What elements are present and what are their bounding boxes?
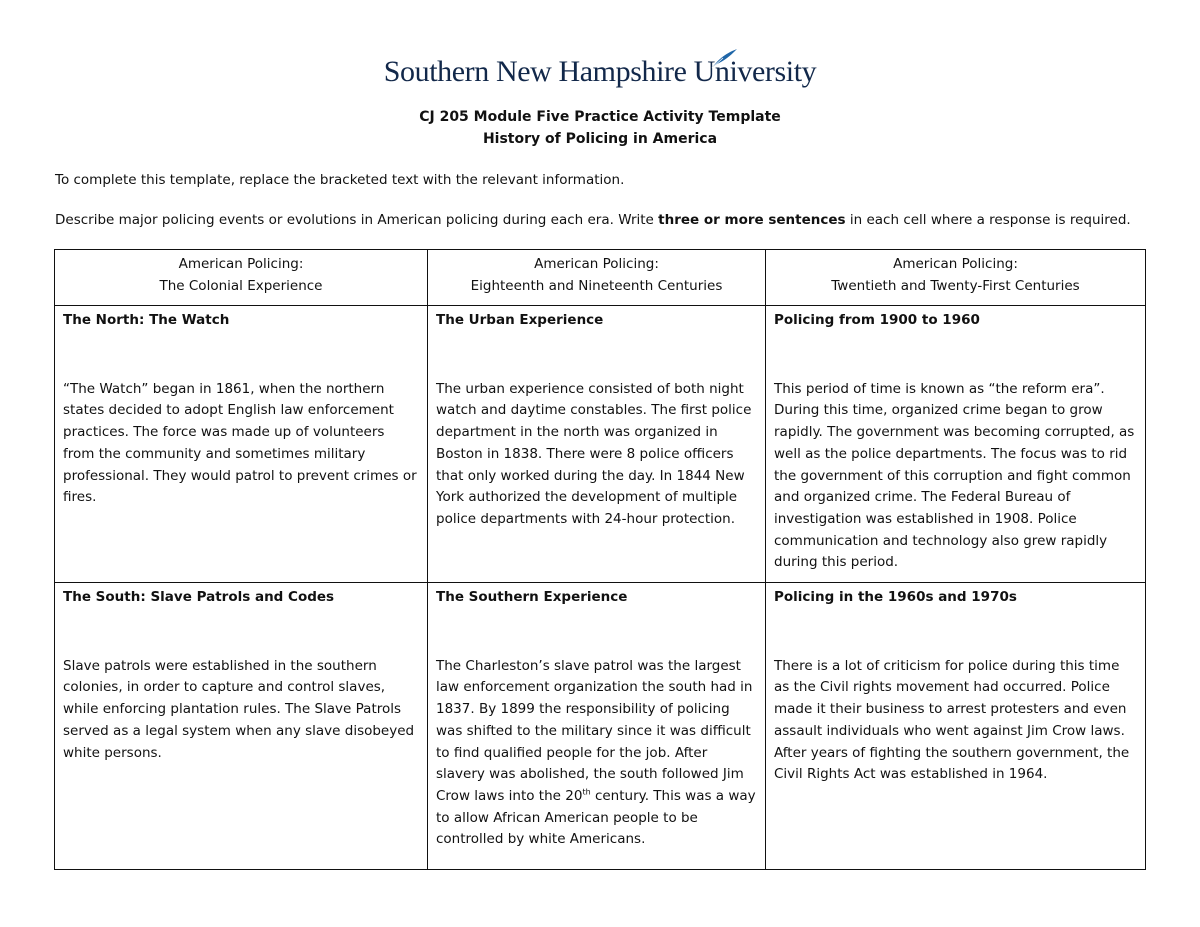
table-cell bbox=[55, 583, 428, 870]
column-header-line: American Policing: bbox=[178, 256, 304, 272]
university-name: Southern New Hampshire University bbox=[383, 55, 817, 88]
cell-title: The Southern Experience bbox=[436, 589, 628, 605]
instruction-line-2 bbox=[55, 211, 1155, 229]
policing-history-table bbox=[54, 249, 1146, 870]
cell-title: Policing from 1900 to 1960 bbox=[774, 312, 980, 328]
table-cell bbox=[766, 583, 1146, 870]
page-subtitle: History of Policing in America bbox=[482, 131, 718, 147]
column-header-colonial bbox=[55, 250, 428, 306]
column-header-era: Eighteenth and Nineteenth Centuries bbox=[470, 277, 723, 294]
cell-body: Slave patrols were established in the southern colonies, in order to capture and control slaves, while enforcing plantation rules. The Slave Patrols served as a legal system when any slave disobeyed white persons. bbox=[63, 657, 415, 761]
feather-icon bbox=[710, 48, 738, 70]
column-header-era: The Colonial Experience bbox=[159, 277, 323, 294]
column-header-line: American Policing: bbox=[534, 256, 659, 272]
table-row bbox=[55, 583, 1146, 870]
cell-body-text: The Charleston’s slave patrol was the largest law enforcement organization the south had in 1837. By 1899 the responsibility of policing was shifted to the military since it was difficult to find qualified people for the job. After slavery was abolished, the south followed Jim Crow laws into the 20 bbox=[436, 657, 753, 804]
table-cell bbox=[428, 583, 766, 870]
page-title: CJ 205 Module Five Practice Activity Template bbox=[419, 109, 781, 125]
table-cell bbox=[766, 306, 1146, 583]
document-titles bbox=[0, 106, 1200, 150]
cell-body: There is a lot of criticism for police during this time as the Civil rights movement had occurred. Police made it their business to arrest protesters and even assault individuals who went against Jim Crow laws. After years of fighting the southern government, the Civil Rights Act was established in 1964. bbox=[774, 657, 1130, 783]
cell-body bbox=[436, 656, 757, 851]
instruction-emphasis: three or more sentences bbox=[658, 212, 846, 228]
column-header-20th-21st bbox=[766, 250, 1146, 306]
column-header-18th-19th bbox=[428, 250, 766, 306]
cell-title: Policing in the 1960s and 1970s bbox=[774, 589, 1017, 605]
instruction-line-1: To complete this template, replace the bracketed text with the relevant information. bbox=[55, 172, 625, 188]
column-header-line: American Policing: bbox=[893, 256, 1018, 272]
cell-title: The North: The Watch bbox=[63, 312, 230, 328]
cell-body-text-end: century. This was a way to allow African American people to be controlled by white Americans. bbox=[436, 787, 756, 848]
cell-title: The South: Slave Patrols and Codes bbox=[63, 589, 335, 605]
cell-body: “The Watch” began in 1861, when the northern states decided to adopt English law enforcement practices. The force was made up of volunteers from the community and sometimes military professional. They would patrol to prevent crimes or fires. bbox=[63, 380, 417, 506]
cell-body: The urban experience consisted of both night watch and daytime constables. The first police department in the north was organized in Boston in 1838. There were 8 police officers that only worked during the day. In 1844 New York authorized the development of multiple police departments with 24-hour protection. bbox=[436, 380, 752, 527]
instruction-text-end: in each cell where a response is required. bbox=[845, 212, 1131, 228]
table-header-row bbox=[55, 250, 1146, 306]
table-row bbox=[55, 306, 1146, 583]
university-logo bbox=[0, 52, 1200, 92]
table-cell bbox=[55, 306, 428, 583]
table-cell bbox=[428, 306, 766, 583]
ordinal-suffix: th bbox=[582, 787, 591, 797]
instruction-text: Describe major policing events or evolutions in American policing during each era. Write bbox=[55, 212, 659, 228]
cell-body: This period of time is known as “the reform era”. During this time, organized crime began to grow rapidly. The government was becoming corrupted, as well as the police departments. The focus was to rid the government of this corruption and fight common and organized crime. The Federal Bureau of investigation was established in 1908. Police communication and technology also grew rapidly during this period. bbox=[774, 380, 1135, 571]
column-header-era: Twentieth and Twenty-First Centuries bbox=[831, 277, 1080, 294]
cell-title: The Urban Experience bbox=[436, 312, 604, 328]
